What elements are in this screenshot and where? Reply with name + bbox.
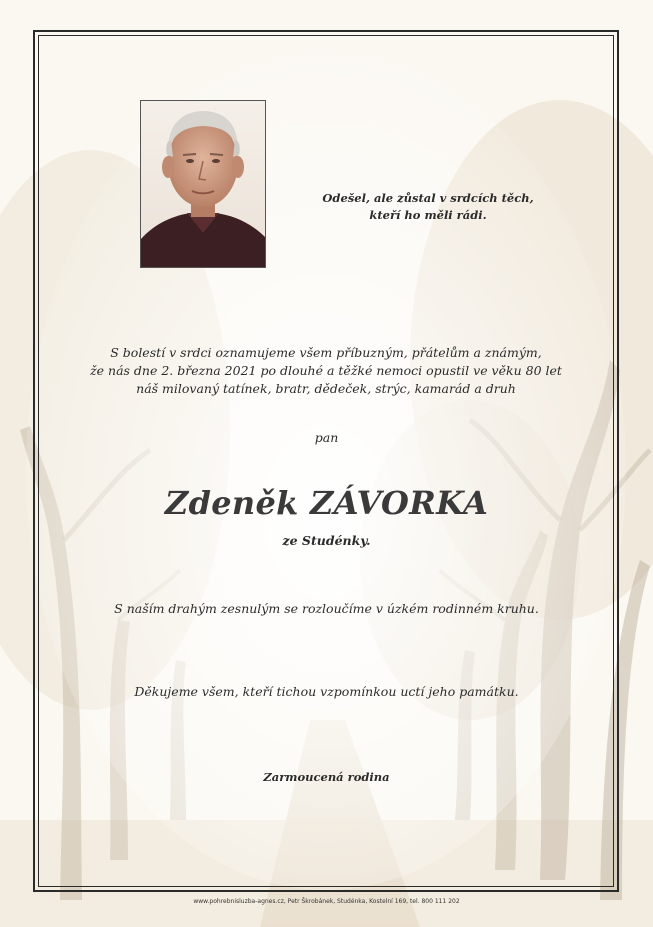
portrait-man-image — [141, 101, 265, 267]
farewell-notice: S naším drahým zesnulým se rozloučíme v úzkém rodinném kruhu. — [114, 601, 539, 616]
announcement-line-3: náš milovaný tatínek, bratr, dědeček, strýc, kamarád a druh — [136, 381, 516, 396]
hometown: ze Studénky. — [282, 533, 371, 548]
family-signature: Zarmoucená rodina — [263, 770, 390, 784]
announcement-line-2: že nás dne 2. března 2021 po dlouhé a těžké nemoci opustil ve věku 80 let — [90, 363, 562, 378]
thanks-notice: Děkujeme všem, kteří tichou vzpomínkou uctí jeho památku. — [134, 684, 519, 699]
quote-line-1: Odešel, ale zůstal v srdcích těch, — [322, 191, 534, 205]
funeral-service-footer: www.pohrebnisluzba-agnes.cz, Petr Škrobánek, Studénka, Kostelní 169, tel. 800 111 202 — [193, 898, 460, 905]
deceased-name: Zdeněk ZÁVORKA — [164, 484, 489, 522]
quote-line-2: kteří ho měli rádi. — [369, 208, 487, 222]
portrait-photo — [140, 100, 266, 268]
announcement-line-1: S bolestí v srdci oznamujeme všem příbuzným, přátelům a známým, — [110, 345, 542, 360]
inner-border-frame — [38, 35, 614, 887]
memorial-quote — [318, 190, 538, 224]
announcement-text — [80, 344, 572, 398]
honorific: pan — [314, 430, 339, 445]
